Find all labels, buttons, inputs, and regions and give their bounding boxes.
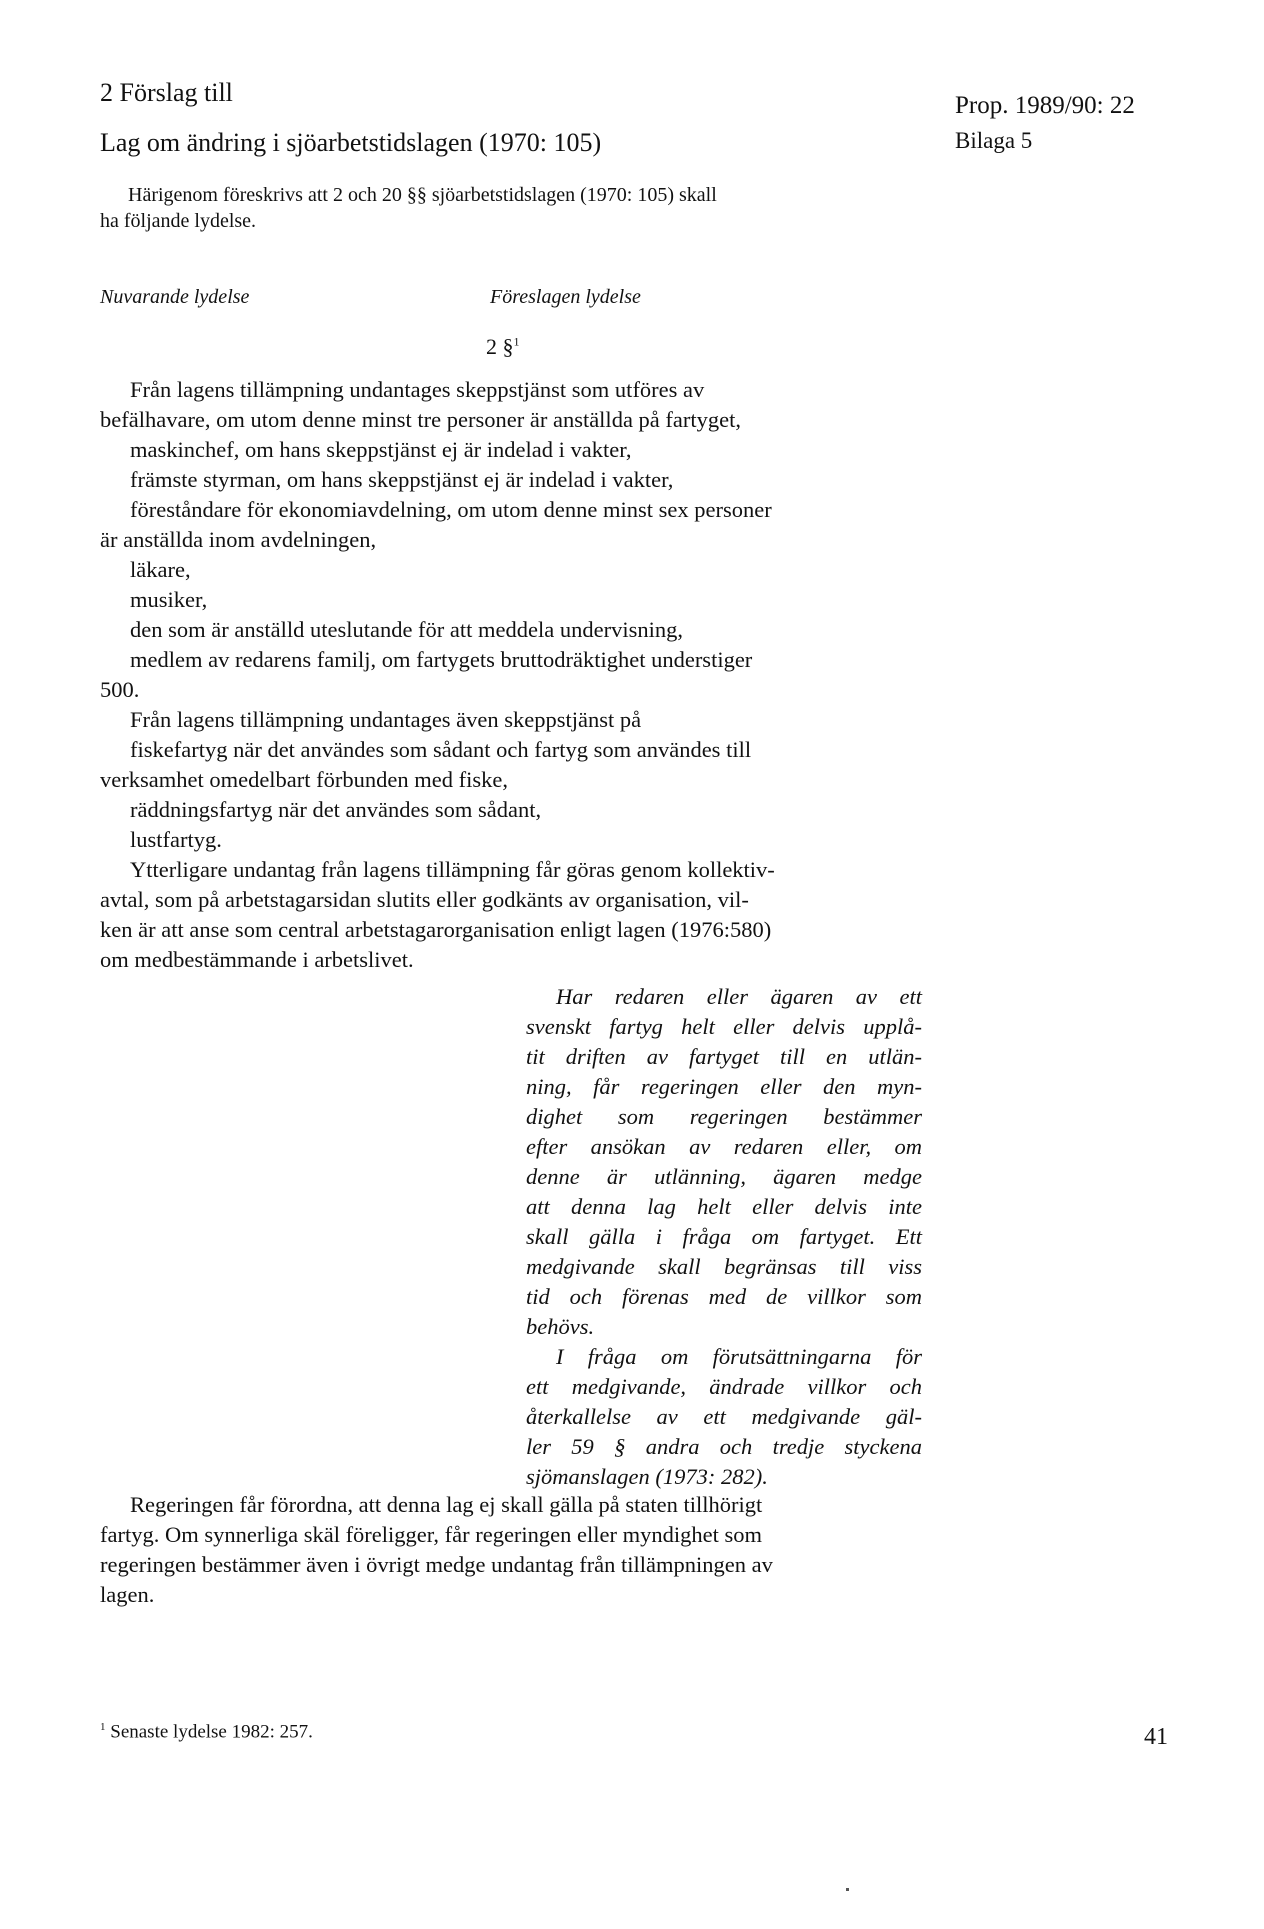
proposed-line: skall gälla i fråga om fartyget. Ett	[526, 1224, 922, 1249]
text-line: föreståndare för ekonomiavdelning, om utom denne minst sex personer	[130, 497, 772, 522]
proposed-line: ler 59 § andra och tredje styckena	[526, 1434, 922, 1459]
text-line: musiker,	[130, 587, 208, 612]
main-text	[100, 375, 924, 975]
text-line: befälhavare, om utom denne minst tre personer är anställda på fartyget,	[100, 407, 741, 432]
prop-reference: Prop. 1989/90: 22	[955, 92, 1135, 119]
paragraph-mark-text: 2 §	[486, 334, 514, 359]
text-line: Från lagens tillämpning undantages även skeppstjänst på	[130, 707, 642, 732]
text-line: ken är att anse som central arbetstagarorganisation enligt lagen (1976:580)	[100, 917, 772, 942]
column-heading-proposed: Föreslagen lydelse	[490, 286, 641, 308]
proposed-line: I fråga om förutsättningarna för	[556, 1344, 922, 1369]
text-line: fiskefartyg när det användes som sådant och fartyg som användes till	[130, 737, 752, 762]
footnote-ref: 1	[100, 1721, 106, 1733]
closing-line: regeringen bestämmer även i övrigt medge undantag från tillämpningen av	[100, 1552, 773, 1577]
proposed-line: återkallelse av ett medgivande gäl-	[526, 1404, 922, 1429]
proposed-line: denne är utlänning, ägaren medge	[526, 1164, 922, 1189]
text-line: 500.	[100, 677, 140, 702]
closing-line: Regeringen får förordna, att denna lag ej skall gälla på staten tillhörigt	[130, 1492, 763, 1517]
text-line: Från lagens tillämpning undantages skeppstjänst som utföres av	[130, 377, 705, 402]
text-line: avtal, som på arbetstagarsidan slutits eller godkänts av organisation, vil-	[100, 887, 749, 912]
proposed-line: efter ansökan av redaren eller, om	[526, 1134, 922, 1159]
paragraph-mark	[486, 334, 520, 360]
proposed-line: dighet som regeringen bestämmer	[526, 1104, 922, 1129]
proposed-line: tid och förenas med de villkor som	[526, 1284, 922, 1309]
footnote	[100, 1721, 313, 1743]
bilaga-label: Bilaga 5	[955, 128, 1033, 153]
text-line: verksamhet omedelbart förbunden med fiske,	[100, 767, 508, 792]
text-line: maskinchef, om hans skeppstjänst ej är indelad i vakter,	[130, 437, 632, 462]
intro-line-1: Härigenom föreskrivs att 2 och 20 §§ sjöarbetstidslagen (1970: 105) skall	[128, 184, 717, 206]
text-line: Ytterligare undantag från lagens tillämpning får göras genom kollektiv-	[130, 857, 775, 882]
text-line: medlem av redarens familj, om fartygets bruttodräktighet understiger	[130, 647, 753, 672]
proposed-line: sjömanslagen (1973: 282).	[526, 1464, 768, 1489]
closing-line: lagen.	[100, 1582, 155, 1607]
proposed-line: tit driften av fartyget till en utlän-	[526, 1044, 922, 1069]
text-line: är anställda inom avdelningen,	[100, 527, 377, 552]
intro-line-2: ha följande lydelse.	[100, 210, 257, 232]
law-title: Lag om ändring i sjöarbetstidslagen (1970: 105)	[100, 128, 602, 157]
closing-line: fartyg. Om synnerliga skäl föreligger, får regeringen eller myndighet som	[100, 1522, 763, 1547]
section-title: 2 Förslag till	[100, 78, 233, 107]
column-heading-current: Nuvarande lydelse	[100, 286, 250, 308]
text-line: om medbestämmande i arbetslivet.	[100, 947, 414, 972]
proposed-line: att denna lag helt eller delvis inte	[526, 1194, 922, 1219]
text-line: lustfartyg.	[130, 827, 222, 852]
text-line: främste styrman, om hans skeppstjänst ej är indelad i vakter,	[130, 467, 674, 492]
proposed-line: ett medgivande, ändrade villkor och	[526, 1374, 922, 1399]
proposed-line: svenskt fartyg helt eller delvis upplå-	[526, 1014, 922, 1039]
proposed-line: medgivande skall begränsas till viss	[526, 1254, 922, 1279]
closing-paragraph	[100, 1490, 924, 1610]
page-number: 41	[1144, 1724, 1168, 1750]
proposed-line: behövs.	[526, 1314, 595, 1339]
text-line: läkare,	[130, 557, 191, 582]
paragraph-footnote-ref: 1	[513, 334, 520, 349]
proposed-text	[526, 982, 922, 1492]
text-line: den som är anställd uteslutande för att meddela undervisning,	[130, 617, 683, 642]
footnote-text: Senaste lydelse 1982: 257.	[110, 1721, 313, 1743]
text-line: räddningsfartyg när det användes som sådant,	[130, 797, 542, 822]
proposed-line: ning, får regeringen eller den myn-	[526, 1074, 922, 1099]
proposed-line: Har redaren eller ägaren av ett	[556, 984, 922, 1009]
speck-mark	[846, 1888, 849, 1891]
